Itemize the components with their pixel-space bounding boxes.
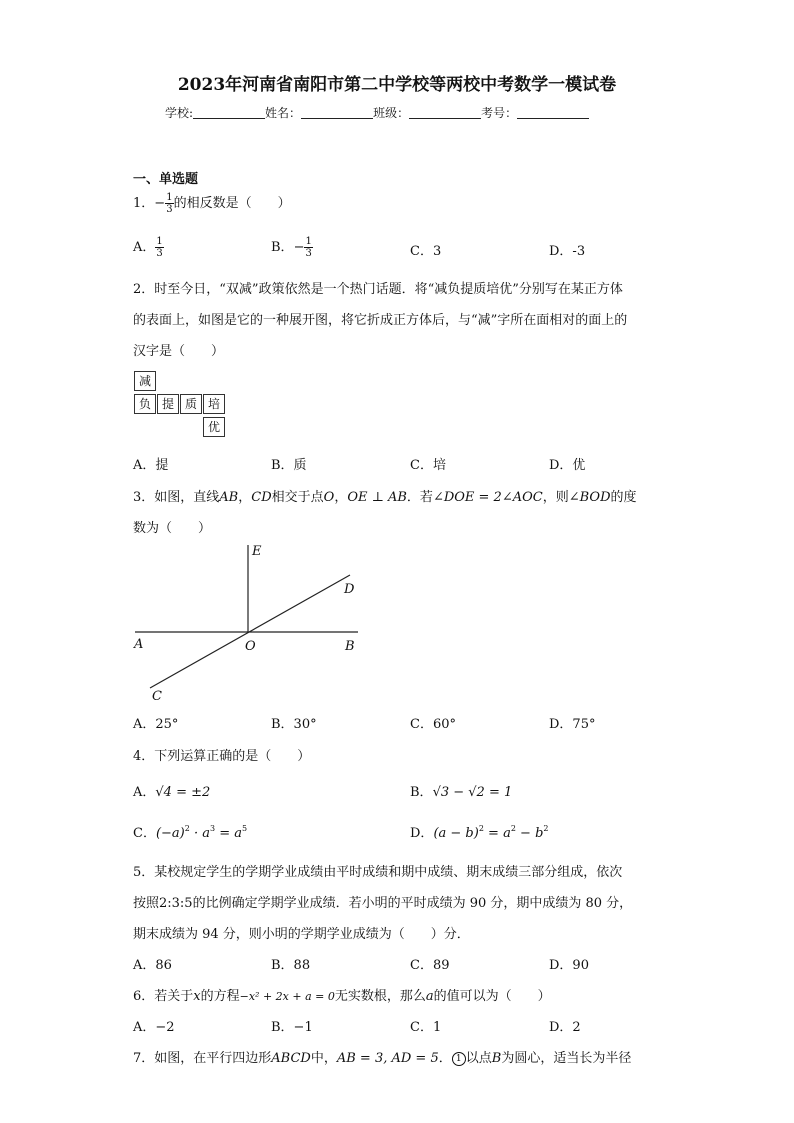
q3-option-d[interactable]: D．75° — [549, 717, 596, 732]
net-cell: 培 — [203, 394, 225, 414]
net-cell: 质 — [180, 394, 202, 414]
q5-option-a[interactable]: A．86 — [133, 958, 172, 973]
class-label: 班级： — [373, 106, 410, 120]
question-5-line-1: 5．某校规定学生的学期学业成绩由平时成绩和期中成绩、期末成绩三部分组成，依次 — [133, 865, 623, 880]
question-7: 7．如图，在平行四边形ABCD中，AB = 3, AD = 5． 1 以点B为圆心，适当长为半径 — [133, 1051, 632, 1066]
question-6: 6．若关于x的方程−x² + 2x + a = 0无实数根，那么a的值可以为（ ） — [133, 989, 551, 1004]
label-b: B — [345, 639, 355, 654]
fraction: $\frac{1}{3}$ — [166, 192, 173, 215]
question-5-line-2: 按照2:3:5的比例确定学期学业成绩．若小明的平时成绩为 90 分，期中成绩为 80 分， — [133, 896, 633, 911]
label-a: A — [134, 637, 144, 652]
q6-option-d[interactable]: D．2 — [549, 1020, 581, 1035]
net-cell: 负 — [134, 394, 156, 414]
net-cell: 提 — [157, 394, 179, 414]
class-blank[interactable] — [409, 106, 481, 119]
q5-option-d[interactable]: D．90 — [549, 958, 589, 973]
q6-option-a[interactable]: A．−2 — [133, 1020, 175, 1035]
label-o: O — [245, 639, 256, 654]
question-2-line-3: 汉字是（ ） — [133, 344, 225, 359]
q1-option-d[interactable]: D．-3 — [549, 244, 586, 259]
question-1: 1．− $\frac{1}{3}$ 的相反数是（ ） — [133, 192, 291, 215]
q3-option-b[interactable]: B．30° — [271, 717, 317, 732]
exam-no-blank[interactable] — [517, 106, 589, 119]
q6-option-b[interactable]: B．−1 — [271, 1020, 313, 1035]
label-d: D — [344, 582, 355, 597]
q2-option-b[interactable]: B．质 — [271, 458, 307, 473]
q3-option-a[interactable]: A．25° — [133, 717, 179, 732]
exam-no-label: 考号： — [481, 106, 518, 120]
q5-option-c[interactable]: C．89 — [410, 958, 450, 973]
name-label: 姓名： — [265, 106, 302, 120]
q3-option-c[interactable]: C．60° — [410, 717, 456, 732]
question-2-line-1: 2．时至今日，“双减”政策依然是一个热门话题．将“减负提质培优”分别写在某正方体 — [133, 282, 623, 297]
q1-option-c[interactable]: C．3 — [410, 244, 442, 259]
question-4: 4．下列运算正确的是（ ） — [133, 749, 311, 764]
q4-option-b[interactable]: B．√3 − √2 = 1 — [410, 785, 513, 800]
question-2-line-2: 的表面上，如图是它的一种展开图，将它折成正方体后，与“减”字所在面相对的面上的 — [133, 313, 628, 328]
label-c: C — [152, 689, 162, 704]
q2-option-a[interactable]: A．提 — [133, 458, 169, 473]
q6-option-c[interactable]: C．1 — [410, 1020, 442, 1035]
school-blank[interactable] — [193, 106, 265, 119]
label-e: E — [252, 544, 262, 559]
q5-option-b[interactable]: B．88 — [271, 958, 311, 973]
q4-option-d[interactable]: D．$(a - b)^2 = a^2 - b^2$ — [410, 824, 549, 841]
net-cell: 减 — [134, 371, 156, 391]
name-blank[interactable] — [301, 106, 373, 119]
question-5-line-3: 期末成绩为 94 分，则小明的学期学业成绩为（ ）分． — [133, 927, 470, 942]
question-3-line-1: 3．如图，直线AB，CD相交于点O，OE ⊥ AB．若∠DOE = 2∠AOC，则∠BOD的度 — [133, 490, 637, 505]
net-cell: 优 — [203, 417, 225, 437]
q2-option-c[interactable]: C．培 — [410, 458, 446, 473]
school-label: 学校: — [165, 106, 194, 120]
student-info — [165, 104, 589, 121]
question-3-line-2: 数为（ ） — [133, 521, 212, 536]
q1-option-a[interactable]: A． $\frac{1}{3}$ — [133, 236, 163, 259]
q1-option-b[interactable]: B．− $\frac{1}{3}$ — [271, 236, 312, 259]
section-heading: 一、单选题 — [133, 172, 199, 187]
q2-option-d[interactable]: D．优 — [549, 458, 586, 473]
q4-option-a[interactable]: A．√4 = ±2 — [133, 785, 211, 800]
page-title: 2023年河南省南阳市第二中学校等两校中考数学一模试卷 — [177, 75, 617, 95]
step-1-marker: 1 — [452, 1052, 466, 1066]
angle-figure — [130, 540, 370, 705]
q4-option-c[interactable]: C．$(-a)^2 \cdot a^3 = a^5$ — [133, 824, 248, 841]
